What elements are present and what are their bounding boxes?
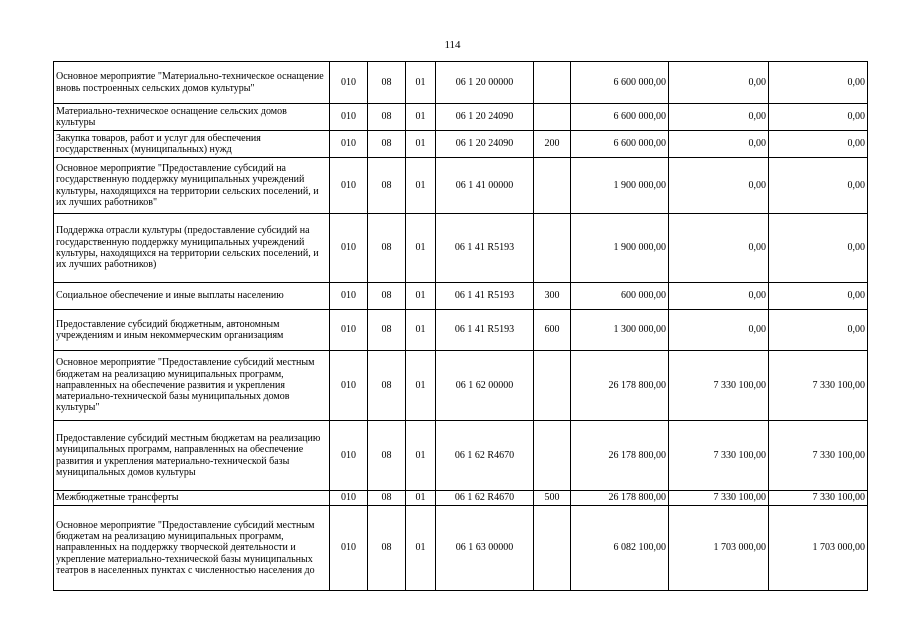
target-article: 06 1 62 R4670 <box>436 421 534 491</box>
sum-year-3: 0,00 <box>769 104 868 131</box>
sum-year-1: 6 600 000,00 <box>571 62 669 104</box>
sum-year-2: 7 330 100,00 <box>669 491 769 506</box>
section-code: 08 <box>368 310 406 351</box>
row-name: Предоставление субсидий бюджетным, автономным учреждениям и иным некоммерческим организациям <box>54 310 330 351</box>
expense-type <box>534 421 571 491</box>
sum-year-1: 6 082 100,00 <box>571 506 669 591</box>
sum-year-2: 0,00 <box>669 214 769 283</box>
admin-code: 010 <box>330 421 368 491</box>
subsection-code: 01 <box>406 131 436 158</box>
expense-type <box>534 351 571 421</box>
sum-year-2: 7 330 100,00 <box>669 351 769 421</box>
sum-year-2: 0,00 <box>669 104 769 131</box>
sum-year-2: 0,00 <box>669 158 769 214</box>
section-code: 08 <box>368 491 406 506</box>
sum-year-1: 26 178 800,00 <box>571 491 669 506</box>
target-article: 06 1 62 00000 <box>436 351 534 421</box>
expense-type <box>534 158 571 214</box>
section-code: 08 <box>368 158 406 214</box>
section-code: 08 <box>368 104 406 131</box>
row-name: Закупка товаров, работ и услуг для обеспечения государственных (муниципальных) нужд <box>54 131 330 158</box>
expense-type: 500 <box>534 491 571 506</box>
sum-year-2: 1 703 000,00 <box>669 506 769 591</box>
table-row <box>54 351 868 421</box>
row-name: Социальное обеспечение и иные выплаты населению <box>54 283 330 310</box>
sum-year-1: 26 178 800,00 <box>571 351 669 421</box>
sum-year-2: 0,00 <box>669 62 769 104</box>
subsection-code: 01 <box>406 421 436 491</box>
sum-year-1: 6 600 000,00 <box>571 131 669 158</box>
section-code: 08 <box>368 214 406 283</box>
budget-table <box>53 61 868 591</box>
section-code: 08 <box>368 62 406 104</box>
table-row <box>54 158 868 214</box>
sum-year-2: 7 330 100,00 <box>669 421 769 491</box>
section-code: 08 <box>368 506 406 591</box>
sum-year-3: 7 330 100,00 <box>769 491 868 506</box>
target-article: 06 1 62 R4670 <box>436 491 534 506</box>
expense-type <box>534 104 571 131</box>
sum-year-1: 6 600 000,00 <box>571 104 669 131</box>
sum-year-3: 7 330 100,00 <box>769 421 868 491</box>
section-code: 08 <box>368 351 406 421</box>
sum-year-1: 1 900 000,00 <box>571 158 669 214</box>
subsection-code: 01 <box>406 104 436 131</box>
row-name: Поддержка отрасли культуры (предоставление субсидий на государственную поддержку муниципальных учреждений культуры, находящихся на территории сельских поселений, и их лучших работников) <box>54 214 330 283</box>
table-row <box>54 310 868 351</box>
subsection-code: 01 <box>406 491 436 506</box>
admin-code: 010 <box>330 491 368 506</box>
subsection-code: 01 <box>406 351 436 421</box>
sum-year-2: 0,00 <box>669 131 769 158</box>
sum-year-3: 7 330 100,00 <box>769 351 868 421</box>
sum-year-3: 0,00 <box>769 283 868 310</box>
sum-year-3: 1 703 000,00 <box>769 506 868 591</box>
admin-code: 010 <box>330 351 368 421</box>
target-article: 06 1 41 R5193 <box>436 283 534 310</box>
target-article: 06 1 20 24090 <box>436 104 534 131</box>
row-name: Основное мероприятие "Предоставление субсидий на государственную поддержку муниципальных учреждений культуры, находящихся на территории сельских поселений, и их лучших работников" <box>54 158 330 214</box>
sum-year-1: 600 000,00 <box>571 283 669 310</box>
table-row <box>54 421 868 491</box>
section-code: 08 <box>368 283 406 310</box>
section-code: 08 <box>368 131 406 158</box>
admin-code: 010 <box>330 283 368 310</box>
row-name: Основное мероприятие "Предоставление субсидий местным бюджетам на реализацию муниципальных программ, направленных на обеспечение развития и укрепления материально-технической базы муниципальных домов культуры" <box>54 351 330 421</box>
expense-type <box>534 506 571 591</box>
admin-code: 010 <box>330 62 368 104</box>
section-code: 08 <box>368 421 406 491</box>
subsection-code: 01 <box>406 158 436 214</box>
expense-type <box>534 62 571 104</box>
subsection-code: 01 <box>406 310 436 351</box>
table-row <box>54 104 868 131</box>
admin-code: 010 <box>330 506 368 591</box>
subsection-code: 01 <box>406 283 436 310</box>
target-article: 06 1 41 00000 <box>436 158 534 214</box>
sum-year-3: 0,00 <box>769 62 868 104</box>
page-number: 114 <box>444 39 461 51</box>
row-name: Межбюджетные трансферты <box>54 491 330 506</box>
subsection-code: 01 <box>406 62 436 104</box>
budget-table-body <box>54 62 868 591</box>
table-row <box>54 283 868 310</box>
target-article: 06 1 63 00000 <box>436 506 534 591</box>
sum-year-1: 26 178 800,00 <box>571 421 669 491</box>
table-row <box>54 214 868 283</box>
table-row <box>54 491 868 506</box>
sum-year-1: 1 300 000,00 <box>571 310 669 351</box>
row-name: Основное мероприятие "Материально-техническое оснащение вновь построенных сельских домов культуры" <box>54 62 330 104</box>
expense-type: 200 <box>534 131 571 158</box>
admin-code: 010 <box>330 104 368 131</box>
row-name: Основное мероприятие "Предоставление субсидий местным бюджетам на реализацию муниципальных программ, направленных на поддержку творческой деятельности и укрепление материально-технической базы муниципальных театров в населенных пунктах с численностью населения до <box>54 506 330 591</box>
admin-code: 010 <box>330 131 368 158</box>
row-name: Предоставление субсидий местным бюджетам на реализацию муниципальных программ, направленных на обеспечение развития и укрепления материально-технической базы муниципальных домов культуры <box>54 421 330 491</box>
sum-year-3: 0,00 <box>769 214 868 283</box>
row-name: Материально-техническое оснащение сельских домов культуры <box>54 104 330 131</box>
table-row <box>54 506 868 591</box>
expense-type: 300 <box>534 283 571 310</box>
table-row <box>54 131 868 158</box>
table-row <box>54 62 868 104</box>
expense-type <box>534 214 571 283</box>
target-article: 06 1 20 24090 <box>436 131 534 158</box>
expense-type: 600 <box>534 310 571 351</box>
sum-year-1: 1 900 000,00 <box>571 214 669 283</box>
target-article: 06 1 41 R5193 <box>436 310 534 351</box>
subsection-code: 01 <box>406 506 436 591</box>
sum-year-2: 0,00 <box>669 283 769 310</box>
admin-code: 010 <box>330 158 368 214</box>
subsection-code: 01 <box>406 214 436 283</box>
sum-year-3: 0,00 <box>769 131 868 158</box>
admin-code: 010 <box>330 214 368 283</box>
sum-year-3: 0,00 <box>769 310 868 351</box>
target-article: 06 1 41 R5193 <box>436 214 534 283</box>
sum-year-2: 0,00 <box>669 310 769 351</box>
sum-year-3: 0,00 <box>769 158 868 214</box>
target-article: 06 1 20 00000 <box>436 62 534 104</box>
admin-code: 010 <box>330 310 368 351</box>
